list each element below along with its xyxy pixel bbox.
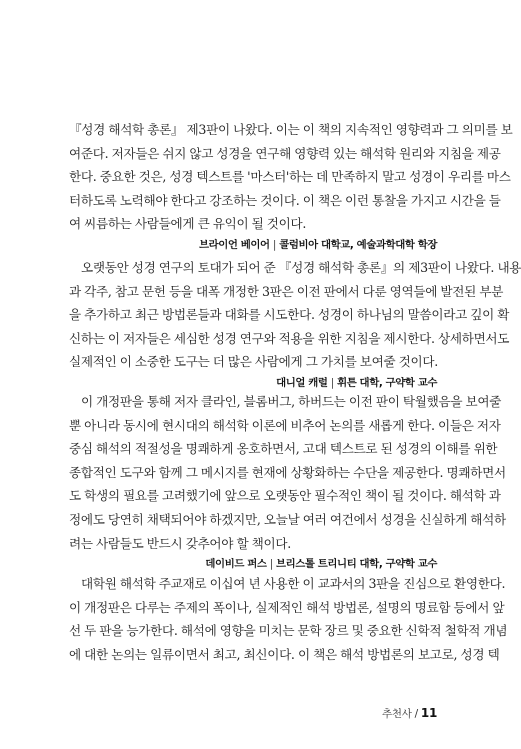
book-page <box>69 0 521 749</box>
endorsement-1 <box>69 118 513 253</box>
text-line: 뿐 아니라 동시에 현시대의 해석학 이론에 비추어 논의를 새롭게 한다. 이들은 저자 <box>69 417 501 433</box>
footer-separator: / <box>414 708 418 720</box>
endorser-attribution <box>69 237 437 253</box>
text-line: 『성경 해석학 총론』 제3판이 나왔다. 이는 이 책의 지속적인 영향력과 그 의미를 보 <box>69 122 513 137</box>
text-line: 여 씨름하는 사람들에게 큰 유익이 될 것이다. <box>69 216 307 232</box>
endorser-affiliation: 휘튼 대학, 구약학 교수 <box>337 376 437 389</box>
text-line: 신하는 이 저자들은 세심한 성경 연구와 적용을 위한 지침을 제시한다. 상세하면서도 <box>69 330 510 346</box>
endorser-name: 브라이언 베이어 <box>199 238 270 251</box>
endorser-attribution <box>69 556 437 572</box>
endorsement-text <box>69 390 506 555</box>
endorsement-2 <box>69 256 521 391</box>
endorsement-text <box>69 256 521 374</box>
page-footer <box>382 706 437 721</box>
text-line: 실제적인 이 소중한 도구는 더 많은 사람에게 그 가치를 보여줄 것이다. <box>69 354 438 370</box>
text-line: 정에도 당연히 채택되어야 하겠지만, 오늘날 여러 여건에서 성경을 신실하게 해석하 <box>69 511 506 527</box>
endorser-name: 대니얼 캐럴 <box>276 376 328 389</box>
endorsement-3 <box>69 390 506 572</box>
section-title: 추천사 <box>382 708 412 720</box>
attribution-separator: | <box>272 238 277 251</box>
text-line: 도 학생의 필요를 고려했기에 앞으로 오랫동안 필수적인 책이 될 것이다. 해석학 과 <box>69 488 501 504</box>
text-line: 한다. 중요한 것은, 성경 텍스트를 '마스터'하는 데 만족하지 말고 성경이 우리를 마스 <box>69 169 511 185</box>
page-number: 11 <box>420 706 437 720</box>
text-line: 과 각주, 참고 문헌 등을 대폭 개정한 3판은 이전 판에서 다룬 영역들에 발전된 부분 <box>69 283 504 299</box>
text-line: 을 추가하고 최근 방법론들과 대화를 시도한다. 성경이 하나님의 말씀이라고 깊이 확 <box>69 307 510 323</box>
endorser-affiliation: 콜럼비아 대학교, 예술과학대학 학장 <box>279 238 437 251</box>
text-line: 여준다. 저자들은 쉬지 않고 성경을 연구해 영향력 있는 해석학 원리와 지침을 제공 <box>69 145 501 161</box>
text-line: 대학원 해석학 주교재로 이십여 년 사용한 이 교과서의 3판을 진심으로 환영한다. <box>81 576 506 591</box>
text-line: 이 개정판은 다루는 주제의 폭이나, 실제적인 해석 방법론, 설명의 명료함 등에서 앞 <box>69 599 505 615</box>
text-line: 선 두 판을 능가한다. 해석에 영향을 미치는 문학 장르 및 중요한 신학적 철학적 개념 <box>69 623 508 639</box>
endorser-name: 데이비드 퍼스 <box>205 558 267 571</box>
text-line: 중심 해석의 적절성을 명쾌하게 옹호하면서, 고대 텍스트로 된 성경의 이해를 위한 <box>69 441 498 457</box>
text-line: 오랫동안 성경 연구의 토대가 되어 준 『성경 해석학 총론』의 제3판이 나왔다. 내용 <box>81 260 521 275</box>
attribution-separator: | <box>330 376 334 389</box>
endorsement-4 <box>69 572 508 666</box>
endorsement-text <box>69 572 508 666</box>
text-line: 이 개정판을 통해 저자 클라인, 블롬버그, 하버드는 이전 판이 탁월했음을 보여줄 <box>81 394 502 409</box>
endorsement-text <box>69 118 513 236</box>
endorser-attribution <box>69 375 437 391</box>
endorser-affiliation: 브리스톨 트리니티 대학, 구약학 교수 <box>276 558 437 571</box>
attribution-separator: | <box>269 558 273 571</box>
text-line: 에 대한 논의는 일류이면서 최고, 최신이다. 이 책은 해석 방법론의 보고로, 성경 텍 <box>69 646 500 662</box>
text-line: 려는 사람들도 반드시 갖추어야 할 책이다. <box>69 535 291 551</box>
text-line: 종합적인 도구와 함께 그 메시지를 현재에 상황화하는 수단을 제공한다. 명쾌하면서 <box>69 464 506 480</box>
text-line: 터하도록 노력해야 한다고 강조하는 것이다. 이 책은 이런 통찰을 가지고 시간을 들 <box>69 192 501 208</box>
